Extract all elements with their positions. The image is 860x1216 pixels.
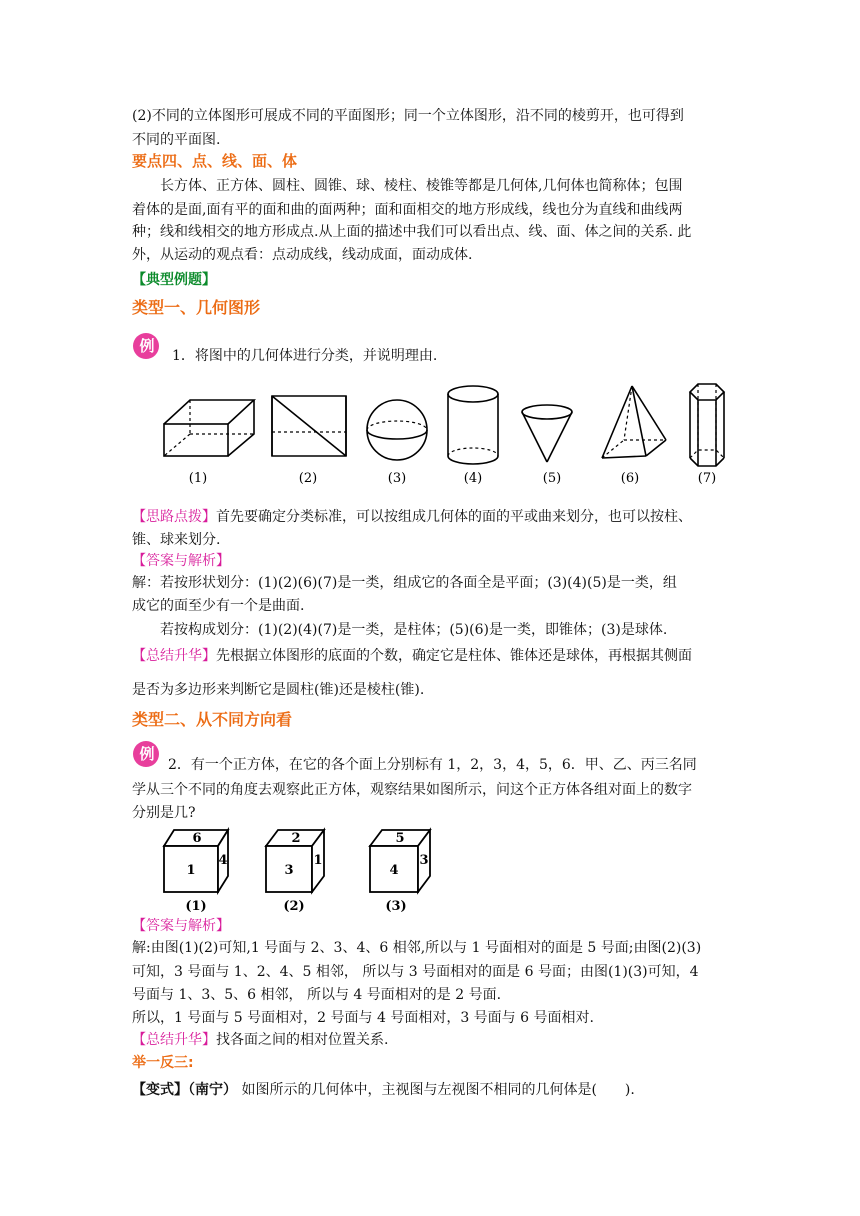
fig1-label-3: (3) [387, 471, 407, 486]
pyramid-shape [602, 386, 666, 458]
sphere-shape [367, 400, 427, 460]
summary-line1 [132, 646, 692, 666]
fig1-label-4: (4) [463, 471, 483, 486]
summary-text-2: 找各面之间的相对位置关系. [216, 1032, 389, 1048]
cuboid-shape [164, 400, 254, 456]
ex1-question: 1．将图中的几何体进行分类，并说明理由. [172, 348, 438, 364]
body-line2: 着体的是面,面有平的面和曲的面两种；面和面相交的地方形成线，线也分为直线和曲线两 [132, 202, 683, 218]
cube2-top: 2 [291, 831, 301, 846]
hint-line1 [132, 507, 692, 527]
ans2-line1: 解:由图(1)(2)可知,1 号面与 2、3、4、6 相邻,所以与 1 号面相对的面是 5 号面;由图(2)(3) [132, 940, 702, 956]
triangular-prism-shape [272, 396, 346, 456]
para2-line2: 不同的平面图. [132, 132, 221, 148]
cube3-label: (3) [385, 899, 407, 914]
summary-line-2 [132, 1030, 388, 1050]
cube2-label: (2) [283, 899, 305, 914]
hint-line2: 锥、球来划分. [132, 532, 221, 548]
fig1-label-7: (7) [697, 471, 717, 486]
ex2-line1: 2．有一个正方体，在它的各个面上分别标有 1，2，3，4，5，6．甲、乙、丙三名同 [168, 757, 697, 773]
answer-label-2: 【答案与解析】 [132, 918, 230, 934]
body-line4: 外，从运动的观点看：点动成线，线动成面，面动成体. [132, 247, 473, 263]
answer-label-1: 【答案与解析】 [132, 553, 230, 569]
ans1-line3: 若按构成划分：(1)(2)(4)(7)是一类，是柱体；(5)(6)是一类，即锥体；(3)是球体. [160, 622, 668, 638]
practice-heading: 举一反三: [132, 1055, 194, 1071]
cube1-top: 6 [192, 831, 202, 846]
cubes-figure [158, 824, 448, 916]
variant-source: （南宁） [188, 1082, 237, 1098]
cube1-front: 1 [186, 863, 196, 878]
ans2-line2: 可知，3 号面与 1、2、4、5 相邻， 所以与 3 号面相对的面是 6 号面；由图(1)(3)可知，4 [132, 964, 699, 980]
fig1-label-2: (2) [298, 471, 318, 486]
fig1-label-5: (5) [542, 471, 562, 486]
example-badge-icon [132, 330, 162, 360]
summary-line2: 是否为多边形来判断它是圆柱(锥)还是棱柱(锥). [132, 682, 425, 698]
cylinder-shape [448, 386, 498, 464]
hint-label: 【思路点拨】 [132, 509, 216, 525]
summary-label-2: 【总结升华】 [132, 1032, 216, 1048]
cube1-label: (1) [185, 899, 207, 914]
summary-text-1: 先根据立体图形的底面的个数，确定它是柱体、锥体还是球体，再根据其侧面 [216, 648, 692, 664]
example-badge-text: 例 [139, 337, 155, 355]
body-line3: 种；线和线相交的地方形成点.从上面的描述中我们可以看出点、线、面、体之间的关系. 此 [132, 224, 692, 240]
body-line1: 长方体、正方体、圆柱、圆锥、球、棱柱、棱锥等都是几何体,几何体也简称体；包围 [160, 178, 683, 194]
example-badge-icon-2 [132, 738, 162, 768]
ans2-line3: 号面与 1、3、5、6 相邻， 所以与 4 号面相对的是 2 号面. [132, 987, 502, 1003]
fig1-label-1: (1) [188, 471, 208, 486]
example-badge-text-2: 例 [139, 745, 155, 763]
hint-text: 首先要确定分类标准，可以按组成几何体的面的平或曲来划分，也可以按柱、 [216, 509, 692, 525]
summary-label-1: 【总结升华】 [132, 648, 216, 664]
para2-line1: (2)不同的立体图形可展成不同的平面图形；同一个立体图形，沿不同的棱剪开，也可得到 [132, 108, 684, 124]
typical-examples-heading: 【典型例题】 [132, 272, 216, 288]
ans1-line1: 解：若按形状划分：(1)(2)(6)(7)是一类，组成它的各面全是平面；(3)(4)(5)是一类，组 [132, 575, 677, 591]
variant-text: 如图所示的几何体中，主视图与左视图不相同的几何体是( ). [237, 1082, 635, 1098]
ans1-line2: 成它的面至少有一个是曲面. [132, 598, 305, 614]
cube2-front: 3 [284, 863, 294, 878]
cube3-top: 5 [395, 831, 405, 846]
variant-line [132, 1080, 635, 1100]
ex2-line2: 学从三个不同的角度去观察此正方体，观察结果如图所示，问这个正方体各组对面上的数字 [132, 782, 692, 798]
hexagonal-prism-shape [690, 384, 724, 466]
cube3-front: 4 [389, 863, 399, 878]
heading-point4: 要点四、点、线、面、体 [132, 152, 298, 170]
ex2-line3: 分别是几? [132, 805, 196, 821]
cube3-side: 3 [419, 853, 429, 868]
ans2-line4: 所以，1 号面与 5 号面相对，2 号面与 4 号面相对，3 号面与 6 号面相对. [132, 1010, 594, 1026]
cube1-side: 4 [218, 853, 228, 868]
cube2-side: 1 [313, 853, 323, 868]
variant-label: 【变式】 [132, 1082, 188, 1098]
solids-figure [150, 378, 740, 490]
fig1-label-6: (6) [620, 471, 640, 486]
cone-shape [522, 405, 572, 462]
type2-heading: 类型二、从不同方向看 [132, 710, 293, 729]
type1-heading: 类型一、几何图形 [132, 298, 261, 317]
